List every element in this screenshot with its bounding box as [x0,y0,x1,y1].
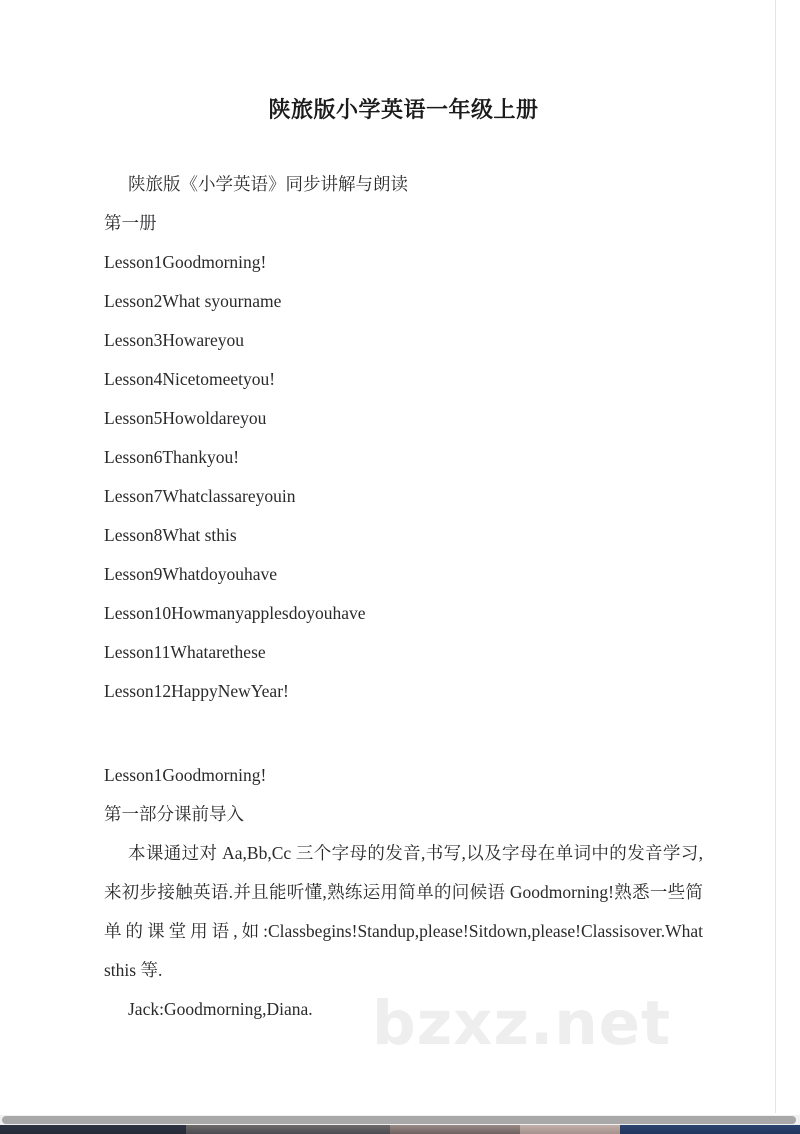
sliver-segment [390,1125,520,1134]
lesson-list-item: Lesson2What syourname [104,291,282,311]
dialogue-line: Jack:Goodmorning,Diana. [128,999,313,1019]
sliver-segment [620,1125,800,1134]
sliver-segment [520,1125,620,1134]
lesson-heading: Lesson1Goodmorning! [104,765,267,785]
lesson-list-item: Lesson10Howmanyapplesdoyouhave [104,603,366,623]
lesson-list-item: Lesson5Howoldareyou [104,408,267,428]
site-watermark: bzxz.net [372,988,672,1059]
horizontal-scrollbar-thumb[interactable] [2,1116,796,1124]
lesson-list-item: Lesson1Goodmorning! [104,252,267,272]
lesson-list-item: Lesson8What sthis [104,525,237,545]
page-title: 陕旅版小学英语一年级上册 [268,98,539,123]
document-subtitle: 陕旅版《小学英语》同步讲解与朗读 [128,174,408,194]
lesson-list-item: Lesson11Whatarethese [104,642,266,662]
horizontal-scrollbar[interactable] [0,1115,800,1125]
lesson-list-item: Lesson4Nicetomeetyou! [104,369,276,389]
lesson-list-item: Lesson7Whatclassareyouin [104,486,296,506]
lesson-list-item: Lesson3Howareyou [104,330,244,350]
lesson-list-item: Lesson9Whatdoyouhave [104,564,278,584]
lesson-list-item: Lesson6Thankyou! [104,447,240,467]
sliver-segment [0,1125,186,1134]
volume-label: 第一册 [104,213,157,233]
lesson-list-item: Lesson12HappyNewYear! [104,681,289,701]
sliver-segment [186,1125,390,1134]
body-paragraph: 本课通过对 Aa,Bb,Cc 三个字母的发音,书写,以及字母在单词中的发音学习,来初步接触英语.并且能听懂,熟练运用简单的问候语 Goodmorning!熟悉一些简单的课堂用语,如:Classbegins!Standup,please!Sitdown,please!Classisover.What sthis 等. [104,843,703,980]
next-page-preview-sliver[interactable] [0,1125,800,1134]
section-heading: 第一部分课前导入 [104,804,244,824]
